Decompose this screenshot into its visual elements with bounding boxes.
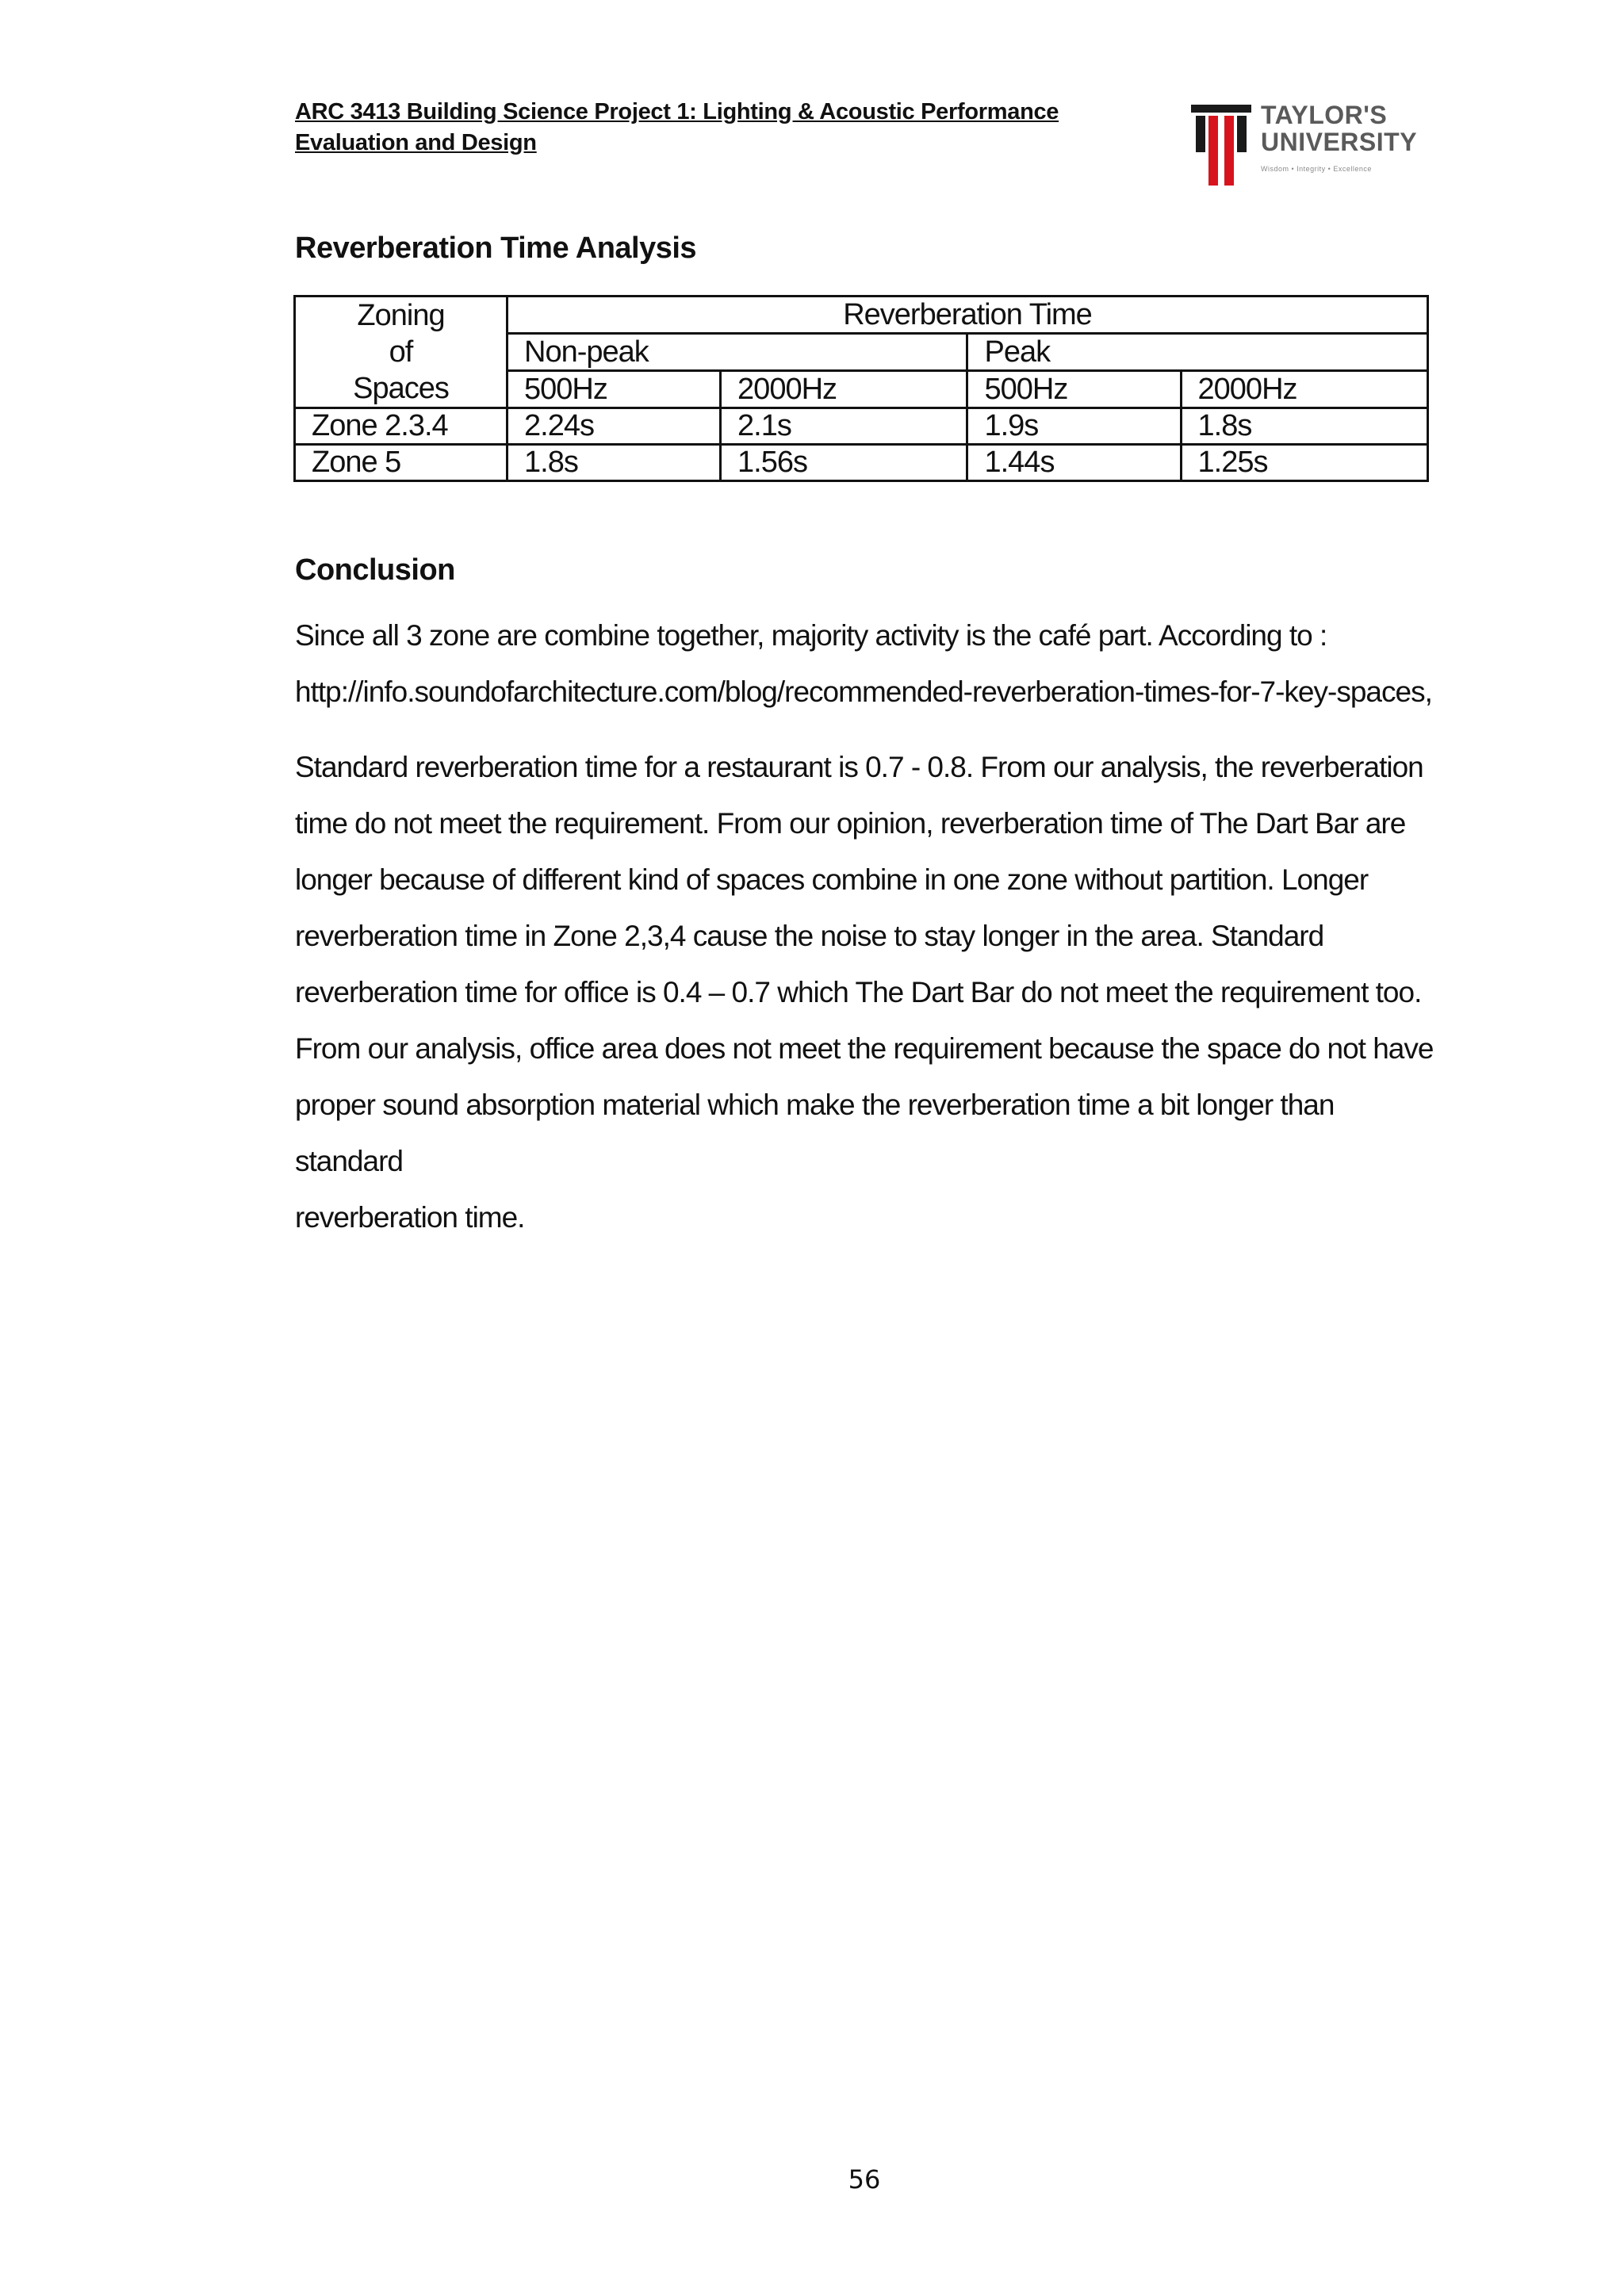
zoning-header-line: Spaces	[353, 372, 449, 405]
paragraph-line: Since all 3 zone are combine together, majority activity is the café part. According to :	[295, 619, 1327, 652]
logo-emblem-icon	[1189, 101, 1253, 189]
logo-name-line1: TAYLOR'S	[1261, 101, 1388, 129]
zone-cell: Zone 5	[295, 445, 508, 481]
value-cell: 1.8s	[508, 445, 721, 481]
paragraph-line: reverberation time in Zone 2,3,4 cause the noise to stay longer in the area. Standard	[295, 920, 1324, 952]
reference-url: http://info.soundofarchitecture.com/blog/recommended-reverberation-times-for-7-key-spaces,	[295, 675, 1432, 708]
section-title: Reverberation Time Analysis	[295, 232, 697, 265]
paragraph-line: proper sound absorption material which make the reverberation time a bit longer than standard	[295, 1089, 1335, 1177]
logo-name-line2: UNIVERSITY	[1261, 128, 1418, 156]
frequency-header: 2000Hz	[721, 371, 967, 408]
taylors-university-logo	[1189, 101, 1427, 189]
value-cell: 2.1s	[721, 408, 967, 445]
zoning-header-line: Zoning	[357, 299, 445, 332]
frequency-header: 500Hz	[967, 371, 1181, 408]
paragraph-line: Standard reverberation time for a restaurant is 0.7 - 0.8. From our analysis, the reverberation	[295, 751, 1423, 783]
logo-text	[1261, 101, 1417, 173]
zoning-header-cell	[295, 297, 508, 408]
table-row	[295, 408, 1428, 445]
document-header-title	[295, 97, 1088, 159]
value-cell: 1.44s	[967, 445, 1181, 481]
logo-tagline: Wisdom • Integrity • Excellence	[1261, 165, 1372, 173]
group-header-peak: Peak	[967, 334, 1428, 371]
zone-cell: Zone 2.3.4	[295, 408, 508, 445]
value-cell: 1.9s	[967, 408, 1181, 445]
paragraph-line: From our analysis, office area does not meet the requirement because the space do not have	[295, 1032, 1434, 1065]
header-title-line1: ARC 3413 Building Science Project 1: Lighting & Acoustic Performance	[295, 99, 1059, 124]
frequency-header: 2000Hz	[1181, 371, 1427, 408]
conclusion-heading: Conclusion	[295, 553, 455, 587]
value-cell: 1.25s	[1181, 445, 1427, 481]
paragraph-line: longer because of different kind of spaces combine in one zone without partition. Longer	[295, 863, 1369, 896]
conclusion-paragraph-1	[295, 607, 1437, 720]
page-number: 56	[848, 2164, 881, 2195]
paragraph-line: time do not meet the requirement. From our opinion, reverberation time of The Dart Bar are	[295, 807, 1406, 840]
paragraph-line: reverberation time.	[295, 1201, 525, 1234]
table-header-row	[295, 297, 1428, 334]
group-header-nonpeak: Non-peak	[508, 334, 967, 371]
value-cell: 1.8s	[1181, 408, 1427, 445]
zoning-header-line: of	[389, 335, 413, 369]
conclusion-paragraph-2	[295, 739, 1437, 1246]
paragraph-line: reverberation time for office is 0.4 – 0.7 which The Dart Bar do not meet the requirement too.	[295, 976, 1422, 1008]
frequency-header: 500Hz	[508, 371, 721, 408]
table-row	[295, 445, 1428, 481]
value-cell: 1.56s	[721, 445, 967, 481]
value-cell: 2.24s	[508, 408, 721, 445]
reverberation-time-table	[293, 295, 1429, 482]
reverberation-time-header: Reverberation Time	[508, 297, 1428, 334]
header-title-line2: Evaluation and Design	[295, 130, 537, 155]
